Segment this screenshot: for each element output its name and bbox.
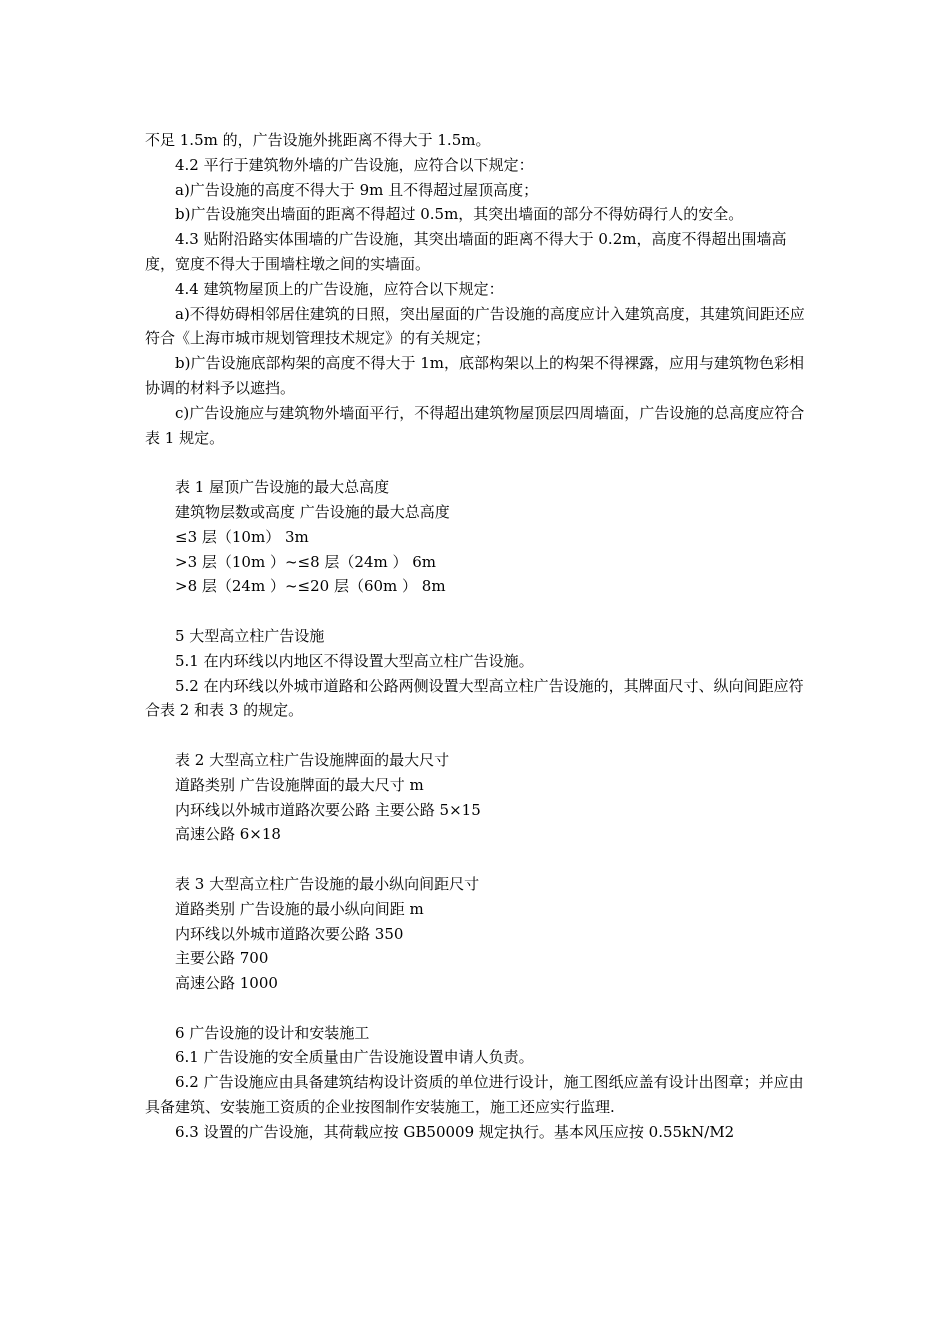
paragraph: 表 3 大型高立柱广告设施的最小纵向间距尺寸 (175, 874, 480, 893)
paragraph: 表 1 屋顶广告设施的最大总高度 (175, 478, 390, 497)
paragraph: 建筑物层数或高度 广告设施的最大总高度 (175, 502, 450, 521)
paragraph: 5.1 在内环线以内地区不得设置大型高立柱广告设施。 (175, 651, 534, 670)
paragraph: b)广告设施底部构架的高度不得大于 1m，底部构架以上的构架不得裸露，应用与建筑物色彩相协调的材料予以遮挡。 (145, 354, 804, 397)
paragraph: 表 2 大型高立柱广告设施牌面的最大尺寸 (175, 750, 450, 769)
paragraph: 道路类别 广告设施的最小纵向间距 m (175, 899, 424, 918)
paragraph: 道路类别 广告设施牌面的最大尺寸 m (175, 775, 424, 794)
paragraph: ≤3 层（10m） 3m (175, 527, 309, 546)
blank-line (145, 847, 810, 872)
paragraph: b)广告设施突出墙面的距离不得超过 0.5m，其突出墙面的部分不得妨碍行人的安全。 (175, 205, 744, 224)
paragraph: 主要公路 700 (175, 949, 269, 968)
paragraph: 内环线以外城市道路次要公路 350 (175, 924, 404, 943)
paragraph: 不足 1.5m 的，广告设施外挑距离不得大于 1.5m。 (145, 131, 491, 149)
paragraph: >8 层（24m ）~≤20 层（60m ） 8m (175, 577, 446, 596)
paragraph: 内环线以外城市道路次要公路 主要公路 5×15 (175, 800, 481, 819)
blank-line (145, 996, 810, 1021)
blank-line (145, 450, 810, 475)
blank-line (145, 599, 810, 624)
paragraph: 4.2 平行于建筑物外墙的广告设施，应符合以下规定： (175, 155, 534, 174)
document-body (145, 128, 810, 1145)
paragraph: >3 层（10m ）~≤8 层（24m ） 6m (175, 552, 437, 571)
paragraph: 6.3 设置的广告设施，其荷载应按 GB50009 规定执行。基本风压应按 0.55kN/M2 (175, 1122, 735, 1141)
paragraph: 6 广告设施的设计和安装施工 (175, 1023, 370, 1042)
paragraph: 4.3 贴附沿路实体围墙的广告设施，其突出墙面的距离不得大于 0.2m，高度不得超出围墙高度，宽度不得大于围墙柱墩之间的实墙面。 (145, 230, 787, 273)
blank-line (145, 723, 810, 748)
paragraph: 6.2 广告设施应由具备建筑结构设计资质的单位进行设计，施工图纸应盖有设计出图章；并应由具备建筑、安装施工资质的企业按图制作安装施工，施工还应实行监理. (145, 1073, 804, 1117)
paragraph: a)广告设施的高度不得大于 9m 且不得超过屋顶高度； (175, 180, 539, 199)
paragraph: 高速公路 1000 (175, 974, 278, 993)
paragraph: 4.4 建筑物屋顶上的广告设施，应符合以下规定： (175, 279, 504, 298)
paragraph: 5 大型高立柱广告设施 (175, 626, 325, 645)
paragraph: 高速公路 6×18 (175, 825, 281, 844)
paragraph: a)不得妨碍相邻居住建筑的日照，突出屋面的广告设施的高度应计入建筑高度，其建筑间距还应符合《上海市城市规划管理技术规定》的有关规定； (145, 304, 805, 348)
paragraph: 6.1 广告设施的安全质量由广告设施设置申请人负责。 (175, 1048, 534, 1067)
paragraph: 5.2 在内环线以外城市道路和公路两侧设置大型高立柱广告设施的，其牌面尺寸、纵向间距应符合表 2 和表 3 的规定。 (145, 676, 804, 720)
paragraph: c)广告设施应与建筑物外墙面平行，不得超出建筑物屋顶层四周墙面，广告设施的总高度应符合表 1 规定。 (145, 403, 805, 447)
